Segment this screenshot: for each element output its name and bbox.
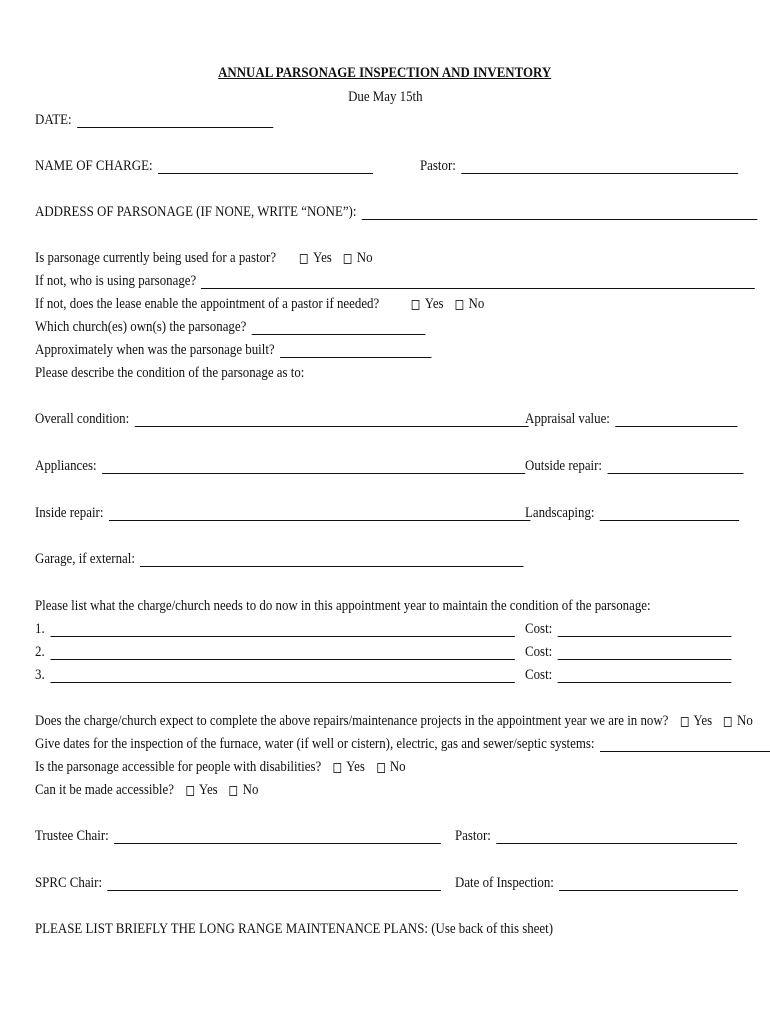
checkbox-icon: [377, 763, 385, 773]
lease-yes-checkbox[interactable]: Yes: [412, 296, 444, 312]
long-range-row: [35, 919, 553, 937]
date-of-inspection-label: Date of Inspection:: [455, 875, 554, 891]
expect-complete-question: Does the charge/church expect to complete the above repairs/maintenance projects in the appointment year we are in now?: [35, 713, 669, 729]
overall-label: Overall condition:: [35, 411, 130, 427]
appraisal-row: [525, 409, 737, 427]
accessible-question: Is the parsonage accessible for people with disabilities?: [35, 759, 322, 775]
landscaping-label: Landscaping:: [525, 505, 595, 521]
item-number: 1.: [35, 621, 45, 637]
checkbox-icon: [412, 300, 420, 310]
describe-condition-row: [35, 363, 304, 381]
need-item-field[interactable]: [50, 668, 514, 683]
who-using-question: If not, who is using parsonage?: [35, 273, 197, 289]
trustee-chair-label: Trustee Chair:: [35, 828, 109, 844]
cost-row: [525, 665, 731, 683]
garage-row: [35, 549, 524, 567]
cost-field[interactable]: [557, 645, 731, 660]
pastor-field[interactable]: [461, 159, 738, 174]
need-item-row: [35, 619, 515, 637]
which-church-question: Which church(es) own(s) the parsonage?: [35, 319, 247, 335]
checkbox-icon: [344, 254, 352, 264]
form-title: ANNUAL PARSONAGE INSPECTION AND INVENTORY: [218, 65, 552, 81]
checkbox-icon: [300, 254, 308, 264]
trustee-chair-row: [35, 826, 441, 844]
inside-repair-field[interactable]: [109, 506, 530, 521]
need-item-field[interactable]: [50, 622, 514, 637]
address-field[interactable]: [362, 205, 758, 220]
appraisal-label: Appraisal value:: [525, 411, 610, 427]
checkbox-icon: [230, 786, 238, 796]
list-needs-row: [35, 596, 651, 614]
list-needs-text: Please list what the charge/church needs to do now in this appointment year to maintain the condition of the parsonage:: [35, 598, 651, 614]
cost-label: Cost:: [525, 621, 553, 637]
date-row: [35, 110, 273, 128]
lease-no-checkbox[interactable]: No: [456, 296, 485, 312]
pastor-label: Pastor:: [420, 158, 456, 174]
cost-row: [525, 619, 731, 637]
need-item-field[interactable]: [50, 645, 514, 660]
lease-row: [35, 294, 484, 312]
who-using-field[interactable]: [201, 274, 755, 289]
accessible-row: [35, 757, 406, 775]
appraisal-field[interactable]: [615, 412, 737, 427]
sprc-chair-label: SPRC Chair:: [35, 875, 103, 891]
date-field[interactable]: [77, 113, 273, 128]
used-for-pastor-row: [35, 248, 373, 266]
who-using-row: [35, 271, 755, 289]
inspection-dates-question: Give dates for the inspection of the furnace, water (if well or cistern), electric, gas and sewer/septic systems:: [35, 736, 595, 752]
overall-row: [35, 409, 528, 427]
date-of-inspection-field[interactable]: [559, 876, 738, 891]
expect-complete-row: [35, 711, 753, 729]
checkbox-icon: [456, 300, 464, 310]
address-row: [35, 202, 757, 220]
sprc-chair-row: [35, 873, 441, 891]
expect-yes-checkbox[interactable]: Yes: [680, 713, 712, 729]
describe-condition-text: Please describe the condition of the parsonage as to:: [35, 365, 305, 381]
pastor-sign-row: [455, 826, 737, 844]
garage-label: Garage, if external:: [35, 551, 135, 567]
charge-label: NAME OF CHARGE:: [35, 158, 153, 174]
which-church-field[interactable]: [251, 320, 425, 335]
when-built-row: [35, 340, 431, 358]
landscaping-row: [525, 503, 739, 521]
accessible-yes-checkbox[interactable]: Yes: [333, 759, 365, 775]
trustee-chair-field[interactable]: [114, 829, 441, 844]
pastor-row: [420, 156, 738, 174]
used-for-pastor-question: Is parsonage currently being used for a pastor?: [35, 250, 277, 266]
cost-field[interactable]: [557, 668, 731, 683]
appliances-label: Appliances:: [35, 458, 97, 474]
long-range-text: PLEASE LIST BRIEFLY THE LONG RANGE MAINTENANCE PLANS: (Use back of this sheet): [35, 921, 554, 937]
cost-label: Cost:: [525, 667, 553, 683]
made-accessible-no-checkbox[interactable]: No: [230, 782, 259, 798]
checkbox-icon: [186, 786, 194, 796]
cost-field[interactable]: [557, 622, 731, 637]
made-accessible-row: [35, 780, 258, 798]
made-accessible-yes-checkbox[interactable]: Yes: [186, 782, 218, 798]
cost-label: Cost:: [525, 644, 553, 660]
accessible-no-checkbox[interactable]: No: [377, 759, 406, 775]
date-of-inspection-row: [455, 873, 738, 891]
inspection-dates-field[interactable]: [600, 737, 770, 752]
due-date-note: Due May 15th: [347, 89, 423, 105]
outside-repair-label: Outside repair:: [525, 458, 603, 474]
overall-field[interactable]: [134, 412, 528, 427]
inside-repair-row: [35, 503, 530, 521]
outside-repair-field[interactable]: [607, 459, 743, 474]
sprc-chair-field[interactable]: [107, 876, 441, 891]
inspection-dates-row: [35, 734, 770, 752]
used-no-checkbox[interactable]: No: [344, 250, 373, 266]
checkbox-icon: [333, 763, 341, 773]
date-label: DATE:: [35, 112, 72, 128]
appliances-field[interactable]: [102, 459, 525, 474]
outside-repair-row: [525, 456, 743, 474]
item-number: 2.: [35, 644, 45, 660]
inside-repair-label: Inside repair:: [35, 505, 104, 521]
expect-no-checkbox[interactable]: No: [724, 713, 753, 729]
when-built-question: Approximately when was the parsonage built?: [35, 342, 275, 358]
landscaping-field[interactable]: [600, 506, 739, 521]
garage-field[interactable]: [140, 552, 524, 567]
item-number: 3.: [35, 667, 45, 683]
address-label: ADDRESS OF PARSONAGE (IF NONE, WRITE “NONE”):: [35, 204, 357, 220]
lease-question: If not, does the lease enable the appointment of a pastor if needed?: [35, 296, 380, 312]
cost-row: [525, 642, 731, 660]
pastor-sign-label: Pastor:: [455, 828, 491, 844]
used-yes-checkbox[interactable]: Yes: [300, 250, 332, 266]
charge-field[interactable]: [158, 159, 373, 174]
checkbox-icon: [724, 717, 732, 727]
need-item-row: [35, 665, 515, 683]
appliances-row: [35, 456, 525, 474]
charge-row: [35, 156, 373, 174]
which-church-row: [35, 317, 425, 335]
pastor-sign-field[interactable]: [496, 829, 737, 844]
need-item-row: [35, 642, 515, 660]
checkbox-icon: [680, 717, 688, 727]
made-accessible-question: Can it be made accessible?: [35, 782, 174, 798]
when-built-field[interactable]: [280, 343, 431, 358]
